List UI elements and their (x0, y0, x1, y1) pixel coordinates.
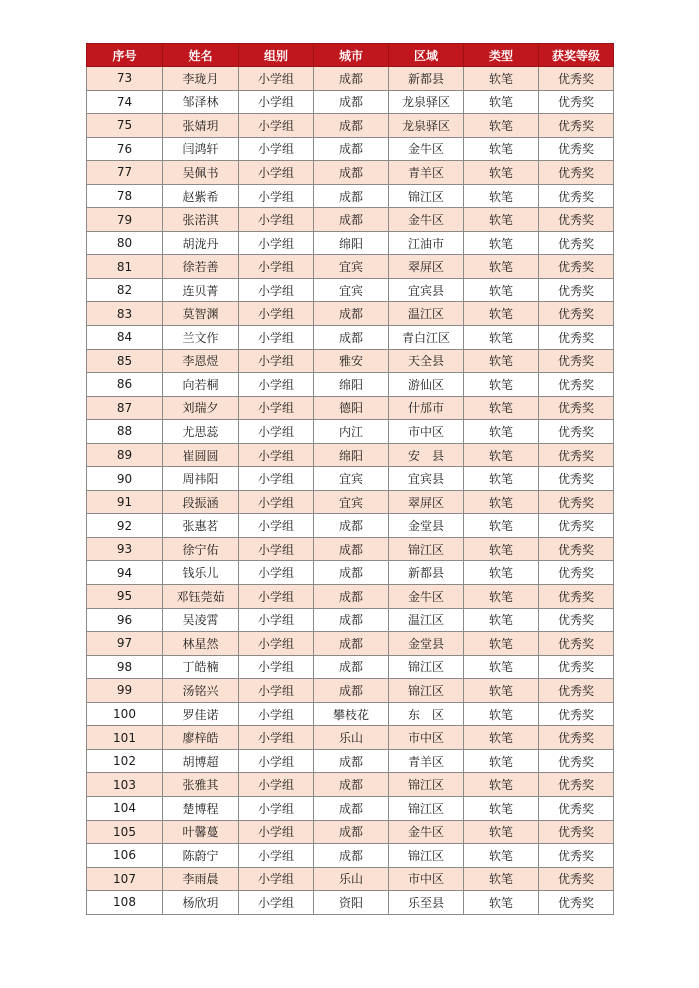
table-row (87, 90, 614, 114)
cell-district: 龙泉驿区 (389, 114, 464, 138)
cell-name: 李珑月 (163, 67, 239, 91)
table-row (87, 490, 614, 514)
cell-type: 软笔 (464, 302, 539, 326)
cell-name: 张惠茗 (163, 514, 239, 538)
cell-district: 金牛区 (389, 208, 464, 232)
cell-type: 软笔 (464, 373, 539, 397)
cell-type: 软笔 (464, 655, 539, 679)
cell-index: 86 (87, 373, 163, 397)
cell-city: 德阳 (314, 396, 389, 420)
cell-district: 金堂县 (389, 514, 464, 538)
cell-index: 104 (87, 796, 163, 820)
table-row (87, 867, 614, 891)
cell-city: 成都 (314, 773, 389, 797)
table-row (87, 420, 614, 444)
cell-type: 软笔 (464, 326, 539, 350)
cell-index: 77 (87, 161, 163, 185)
cell-award: 优秀奖 (539, 585, 614, 609)
cell-group: 小学组 (239, 114, 314, 138)
cell-type: 软笔 (464, 514, 539, 538)
table-row (87, 561, 614, 585)
cell-name: 楚博程 (163, 796, 239, 820)
cell-city: 宜宾 (314, 278, 389, 302)
cell-city: 攀枝花 (314, 702, 389, 726)
cell-index: 102 (87, 749, 163, 773)
cell-award: 优秀奖 (539, 208, 614, 232)
cell-group: 小学组 (239, 302, 314, 326)
cell-city: 乐山 (314, 867, 389, 891)
cell-index: 95 (87, 585, 163, 609)
cell-name: 尤思蕊 (163, 420, 239, 444)
cell-index: 79 (87, 208, 163, 232)
table-row (87, 373, 614, 397)
table-row (87, 255, 614, 279)
cell-award: 优秀奖 (539, 679, 614, 703)
cell-city: 成都 (314, 561, 389, 585)
cell-award: 优秀奖 (539, 443, 614, 467)
cell-group: 小学组 (239, 161, 314, 185)
cell-index: 75 (87, 114, 163, 138)
cell-index: 91 (87, 490, 163, 514)
cell-city: 成都 (314, 585, 389, 609)
cell-group: 小学组 (239, 844, 314, 868)
cell-index: 81 (87, 255, 163, 279)
cell-type: 软笔 (464, 443, 539, 467)
header-cell-index: 序号 (87, 44, 163, 67)
cell-group: 小学组 (239, 891, 314, 915)
cell-district: 青羊区 (389, 749, 464, 773)
cell-city: 成都 (314, 302, 389, 326)
cell-index: 76 (87, 137, 163, 161)
cell-award: 优秀奖 (539, 608, 614, 632)
cell-index: 78 (87, 184, 163, 208)
cell-group: 小学组 (239, 373, 314, 397)
cell-district: 青白江区 (389, 326, 464, 350)
cell-city: 成都 (314, 514, 389, 538)
cell-city: 成都 (314, 184, 389, 208)
cell-district: 翠屏区 (389, 490, 464, 514)
cell-type: 软笔 (464, 561, 539, 585)
cell-district: 新都县 (389, 561, 464, 585)
cell-award: 优秀奖 (539, 302, 614, 326)
cell-type: 软笔 (464, 726, 539, 750)
cell-name: 胡博超 (163, 749, 239, 773)
header-row (87, 44, 614, 67)
cell-group: 小学组 (239, 585, 314, 609)
cell-name: 向若桐 (163, 373, 239, 397)
cell-district: 锦江区 (389, 655, 464, 679)
cell-group: 小学组 (239, 608, 314, 632)
cell-index: 92 (87, 514, 163, 538)
cell-index: 89 (87, 443, 163, 467)
cell-group: 小学组 (239, 749, 314, 773)
table-row (87, 326, 614, 350)
cell-group: 小学组 (239, 820, 314, 844)
cell-district: 金牛区 (389, 820, 464, 844)
cell-type: 软笔 (464, 349, 539, 373)
cell-group: 小学组 (239, 796, 314, 820)
cell-award: 优秀奖 (539, 773, 614, 797)
cell-award: 优秀奖 (539, 726, 614, 750)
table-row (87, 537, 614, 561)
cell-city: 雅安 (314, 349, 389, 373)
cell-district: 锦江区 (389, 537, 464, 561)
cell-type: 软笔 (464, 90, 539, 114)
cell-group: 小学组 (239, 278, 314, 302)
table-row (87, 726, 614, 750)
cell-award: 优秀奖 (539, 820, 614, 844)
cell-district: 江油市 (389, 231, 464, 255)
cell-index: 100 (87, 702, 163, 726)
cell-group: 小学组 (239, 90, 314, 114)
cell-group: 小学组 (239, 702, 314, 726)
cell-index: 83 (87, 302, 163, 326)
cell-award: 优秀奖 (539, 749, 614, 773)
cell-type: 软笔 (464, 820, 539, 844)
cell-city: 乐山 (314, 726, 389, 750)
cell-index: 101 (87, 726, 163, 750)
cell-type: 软笔 (464, 278, 539, 302)
cell-type: 软笔 (464, 396, 539, 420)
cell-group: 小学组 (239, 326, 314, 350)
cell-group: 小学组 (239, 420, 314, 444)
cell-type: 软笔 (464, 632, 539, 656)
cell-district: 宜宾县 (389, 278, 464, 302)
header-cell-name: 姓名 (163, 44, 239, 67)
cell-city: 成都 (314, 608, 389, 632)
cell-award: 优秀奖 (539, 90, 614, 114)
table-row (87, 184, 614, 208)
cell-name: 徐若善 (163, 255, 239, 279)
table-row (87, 844, 614, 868)
cell-district: 温江区 (389, 302, 464, 326)
header-cell-district: 区域 (389, 44, 464, 67)
cell-city: 内江 (314, 420, 389, 444)
cell-group: 小学组 (239, 537, 314, 561)
cell-name: 李恩煜 (163, 349, 239, 373)
cell-award: 优秀奖 (539, 514, 614, 538)
cell-city: 宜宾 (314, 467, 389, 491)
cell-award: 优秀奖 (539, 326, 614, 350)
cell-name: 连贝菁 (163, 278, 239, 302)
cell-type: 软笔 (464, 467, 539, 491)
cell-name: 邓钰莞茹 (163, 585, 239, 609)
cell-index: 87 (87, 396, 163, 420)
cell-city: 成都 (314, 749, 389, 773)
cell-group: 小学组 (239, 208, 314, 232)
cell-award: 优秀奖 (539, 137, 614, 161)
header-cell-type: 类型 (464, 44, 539, 67)
cell-name: 兰文作 (163, 326, 239, 350)
cell-district: 金牛区 (389, 137, 464, 161)
table-row (87, 67, 614, 91)
cell-district: 金牛区 (389, 585, 464, 609)
cell-award: 优秀奖 (539, 467, 614, 491)
cell-index: 96 (87, 608, 163, 632)
cell-name: 李雨晨 (163, 867, 239, 891)
cell-group: 小学组 (239, 726, 314, 750)
cell-group: 小学组 (239, 396, 314, 420)
cell-award: 优秀奖 (539, 373, 614, 397)
cell-city: 宜宾 (314, 490, 389, 514)
cell-city: 成都 (314, 114, 389, 138)
cell-award: 优秀奖 (539, 161, 614, 185)
cell-name: 刘瑞夕 (163, 396, 239, 420)
cell-group: 小学组 (239, 514, 314, 538)
cell-type: 软笔 (464, 702, 539, 726)
cell-type: 软笔 (464, 208, 539, 232)
cell-type: 软笔 (464, 137, 539, 161)
cell-index: 80 (87, 231, 163, 255)
cell-type: 软笔 (464, 490, 539, 514)
cell-type: 软笔 (464, 891, 539, 915)
cell-city: 成都 (314, 632, 389, 656)
cell-name: 周祎阳 (163, 467, 239, 491)
cell-type: 软笔 (464, 161, 539, 185)
cell-index: 107 (87, 867, 163, 891)
cell-award: 优秀奖 (539, 490, 614, 514)
cell-award: 优秀奖 (539, 255, 614, 279)
cell-city: 成都 (314, 137, 389, 161)
cell-district: 什邡市 (389, 396, 464, 420)
table-row (87, 467, 614, 491)
table-row (87, 349, 614, 373)
cell-type: 软笔 (464, 796, 539, 820)
cell-award: 优秀奖 (539, 420, 614, 444)
cell-name: 廖梓皓 (163, 726, 239, 750)
cell-type: 软笔 (464, 749, 539, 773)
cell-award: 优秀奖 (539, 891, 614, 915)
table-row (87, 891, 614, 915)
cell-type: 软笔 (464, 608, 539, 632)
cell-group: 小学组 (239, 231, 314, 255)
cell-group: 小学组 (239, 443, 314, 467)
cell-district: 市中区 (389, 420, 464, 444)
table-row (87, 514, 614, 538)
cell-group: 小学组 (239, 255, 314, 279)
cell-index: 74 (87, 90, 163, 114)
cell-city: 成都 (314, 820, 389, 844)
cell-group: 小学组 (239, 137, 314, 161)
cell-name: 赵紫希 (163, 184, 239, 208)
cell-award: 优秀奖 (539, 114, 614, 138)
header-cell-group: 组别 (239, 44, 314, 67)
cell-group: 小学组 (239, 632, 314, 656)
cell-index: 88 (87, 420, 163, 444)
cell-index: 93 (87, 537, 163, 561)
cell-district: 金堂县 (389, 632, 464, 656)
cell-group: 小学组 (239, 67, 314, 91)
cell-name: 吴凌霄 (163, 608, 239, 632)
cell-city: 成都 (314, 655, 389, 679)
cell-type: 软笔 (464, 773, 539, 797)
cell-index: 85 (87, 349, 163, 373)
cell-index: 82 (87, 278, 163, 302)
cell-name: 张渃淇 (163, 208, 239, 232)
cell-district: 安 县 (389, 443, 464, 467)
cell-index: 99 (87, 679, 163, 703)
table-row (87, 679, 614, 703)
cell-index: 105 (87, 820, 163, 844)
cell-name: 林星然 (163, 632, 239, 656)
cell-type: 软笔 (464, 67, 539, 91)
cell-type: 软笔 (464, 844, 539, 868)
cell-name: 徐宁佑 (163, 537, 239, 561)
table-row (87, 608, 614, 632)
cell-district: 锦江区 (389, 844, 464, 868)
cell-district: 锦江区 (389, 796, 464, 820)
cell-city: 成都 (314, 161, 389, 185)
cell-award: 优秀奖 (539, 231, 614, 255)
cell-award: 优秀奖 (539, 702, 614, 726)
cell-name: 杨欣玥 (163, 891, 239, 915)
table-row (87, 114, 614, 138)
table-row (87, 302, 614, 326)
cell-district: 东 区 (389, 702, 464, 726)
table-row (87, 773, 614, 797)
cell-award: 优秀奖 (539, 655, 614, 679)
cell-type: 软笔 (464, 255, 539, 279)
cell-index: 90 (87, 467, 163, 491)
table-row (87, 749, 614, 773)
cell-type: 软笔 (464, 537, 539, 561)
cell-district: 宜宾县 (389, 467, 464, 491)
cell-award: 优秀奖 (539, 867, 614, 891)
cell-type: 软笔 (464, 585, 539, 609)
cell-award: 优秀奖 (539, 67, 614, 91)
cell-name: 段振涵 (163, 490, 239, 514)
cell-district: 锦江区 (389, 679, 464, 703)
table-header (87, 44, 614, 67)
cell-award: 优秀奖 (539, 844, 614, 868)
cell-index: 97 (87, 632, 163, 656)
cell-award: 优秀奖 (539, 537, 614, 561)
cell-award: 优秀奖 (539, 278, 614, 302)
cell-district: 锦江区 (389, 184, 464, 208)
cell-city: 成都 (314, 208, 389, 232)
cell-award: 优秀奖 (539, 632, 614, 656)
cell-city: 成都 (314, 844, 389, 868)
cell-type: 软笔 (464, 679, 539, 703)
cell-name: 莫智渊 (163, 302, 239, 326)
cell-city: 绵阳 (314, 231, 389, 255)
cell-name: 张雅其 (163, 773, 239, 797)
cell-district: 温江区 (389, 608, 464, 632)
cell-name: 陈蔚宁 (163, 844, 239, 868)
cell-award: 优秀奖 (539, 561, 614, 585)
cell-name: 胡泷丹 (163, 231, 239, 255)
header-cell-award: 获奖等级 (539, 44, 614, 67)
cell-district: 市中区 (389, 726, 464, 750)
cell-name: 吴佩书 (163, 161, 239, 185)
table-row (87, 796, 614, 820)
table-row (87, 632, 614, 656)
table-row (87, 396, 614, 420)
cell-name: 罗佳诺 (163, 702, 239, 726)
table-row (87, 443, 614, 467)
cell-name: 闫鸿轩 (163, 137, 239, 161)
cell-index: 108 (87, 891, 163, 915)
cell-group: 小学组 (239, 679, 314, 703)
cell-type: 软笔 (464, 184, 539, 208)
cell-group: 小学组 (239, 561, 314, 585)
cell-group: 小学组 (239, 184, 314, 208)
cell-index: 103 (87, 773, 163, 797)
table-row (87, 161, 614, 185)
cell-city: 成都 (314, 537, 389, 561)
cell-group: 小学组 (239, 349, 314, 373)
cell-group: 小学组 (239, 467, 314, 491)
cell-index: 84 (87, 326, 163, 350)
cell-city: 绵阳 (314, 443, 389, 467)
cell-name: 叶馨蔓 (163, 820, 239, 844)
cell-type: 软笔 (464, 231, 539, 255)
table-row (87, 655, 614, 679)
cell-district: 翠屏区 (389, 255, 464, 279)
cell-group: 小学组 (239, 773, 314, 797)
cell-city: 成都 (314, 679, 389, 703)
cell-group: 小学组 (239, 655, 314, 679)
cell-name: 崔圆圆 (163, 443, 239, 467)
table-row (87, 278, 614, 302)
cell-district: 天全县 (389, 349, 464, 373)
cell-city: 资阳 (314, 891, 389, 915)
cell-district: 青羊区 (389, 161, 464, 185)
cell-award: 优秀奖 (539, 349, 614, 373)
cell-district: 市中区 (389, 867, 464, 891)
cell-type: 软笔 (464, 867, 539, 891)
cell-group: 小学组 (239, 867, 314, 891)
table-row (87, 820, 614, 844)
cell-name: 钱乐儿 (163, 561, 239, 585)
cell-type: 软笔 (464, 420, 539, 444)
cell-name: 丁皓楠 (163, 655, 239, 679)
header-cell-city: 城市 (314, 44, 389, 67)
cell-city: 成都 (314, 67, 389, 91)
cell-city: 成都 (314, 326, 389, 350)
cell-award: 优秀奖 (539, 184, 614, 208)
cell-district: 龙泉驿区 (389, 90, 464, 114)
cell-district: 锦江区 (389, 773, 464, 797)
cell-name: 汤铭兴 (163, 679, 239, 703)
cell-district: 新都县 (389, 67, 464, 91)
cell-index: 98 (87, 655, 163, 679)
cell-city: 宜宾 (314, 255, 389, 279)
cell-district: 游仙区 (389, 373, 464, 397)
cell-award: 优秀奖 (539, 396, 614, 420)
cell-district: 乐至县 (389, 891, 464, 915)
table-body (87, 67, 614, 915)
table-row (87, 208, 614, 232)
cell-index: 94 (87, 561, 163, 585)
cell-city: 绵阳 (314, 373, 389, 397)
cell-group: 小学组 (239, 490, 314, 514)
table-row (87, 702, 614, 726)
award-table (86, 43, 614, 915)
table-row (87, 231, 614, 255)
cell-index: 106 (87, 844, 163, 868)
cell-name: 张婧玥 (163, 114, 239, 138)
table-row (87, 137, 614, 161)
cell-name: 邹泽林 (163, 90, 239, 114)
cell-award: 优秀奖 (539, 796, 614, 820)
cell-type: 软笔 (464, 114, 539, 138)
table-row (87, 585, 614, 609)
cell-city: 成都 (314, 90, 389, 114)
cell-city: 成都 (314, 796, 389, 820)
cell-index: 73 (87, 67, 163, 91)
